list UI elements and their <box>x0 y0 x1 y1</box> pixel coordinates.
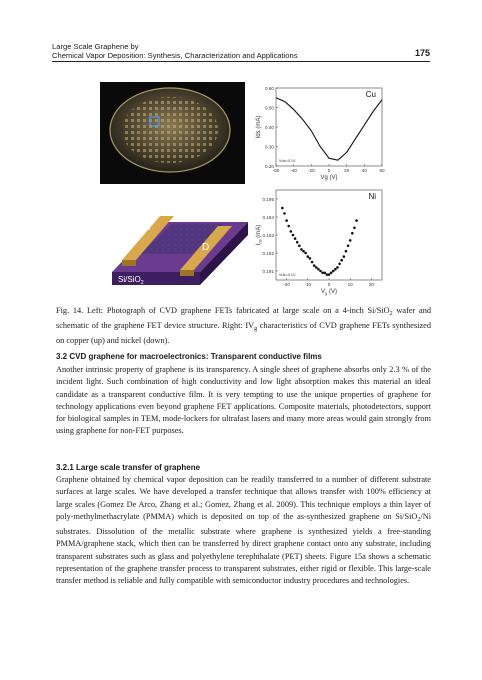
section-3-2-1-body: Graphene obtained by chemical vapor deposition can be readily transferred to a number of different substrate surfaces at large scales. We have developed a transfer technique that allows transfer with 100% efficiency at large scales (Gomez De Arco, Zhang et al.; Gomez, Zhang et al. 2009). This technique employs a thin layer of poly-methylmethacrylate (PMMA) which is deposited on top of the as-synthesized graphene on Si/SiO$_2$/Ni substrates. Dissolution of the metallic substrate where graphene is synthesized yields a free-standing PMMA/graphene stack, which then can be transferred by direct graphene contact onto any substrate, including transparent substrates such as glass and polyethylene terephthalate (PET) sheets. Figure 15a shows a schematic representation of the graphene transfer process to transparent substrates, either rigid or flexible. This large-scale transfer method is reliable and fully compatible with semiconductor industry procedures and technologies. <box>56 475 431 586</box>
y-tick-label: 0.191 <box>262 268 274 274</box>
data-point <box>353 227 356 230</box>
data-point <box>332 270 335 273</box>
x-tick-label: 0 <box>327 282 331 287</box>
cu-chart <box>256 86 385 181</box>
running-header <box>52 42 430 60</box>
x-tick-label: 0 <box>327 168 331 173</box>
header-line-2: Chemical Vapor Deposition: Synthesis, Characterization and Applications <box>52 51 298 60</box>
data-point <box>296 241 299 244</box>
data-point <box>304 252 307 255</box>
data-point <box>340 259 343 262</box>
data-point <box>330 272 333 275</box>
data-point <box>285 219 288 222</box>
x-tick-label: -60 <box>272 168 280 173</box>
y-axis-label: $I_{ds}$ (mA) <box>256 224 263 246</box>
y-tick-label: 0.60 <box>265 85 274 91</box>
data-point <box>290 230 293 233</box>
data-point <box>313 264 316 267</box>
drain-label: D <box>202 242 210 253</box>
data-point <box>345 250 348 253</box>
data-point <box>347 245 350 248</box>
x-tick-label: -40 <box>290 168 297 173</box>
y-tick-label: 0.193 <box>262 232 274 238</box>
data-point <box>302 250 305 253</box>
data-point <box>281 207 284 210</box>
data-point <box>319 270 322 273</box>
data-point <box>343 255 346 258</box>
header-line-1: Large Scale Graphene by <box>52 42 139 51</box>
x-axis-label: Vg (V) <box>320 175 338 181</box>
x-tick-label: 20 <box>344 168 350 173</box>
data-point <box>315 266 318 269</box>
figure-14 <box>100 82 385 298</box>
data-point <box>317 268 320 271</box>
vds-annotation: Vds=0.1V <box>279 273 296 277</box>
data-point <box>292 234 295 237</box>
y-tick-label: 0.50 <box>265 105 274 111</box>
y-tick-label: 0.40 <box>265 124 274 130</box>
data-point <box>349 239 352 242</box>
x-tick-label: -20 <box>308 168 315 173</box>
y-tick-label: 0.192 <box>262 250 274 256</box>
data-point <box>309 257 312 260</box>
wafer-photograph <box>100 82 245 184</box>
series-label: Ni <box>368 192 376 201</box>
y-tick-label: 0.194 <box>262 214 274 220</box>
source-label: S <box>144 222 151 233</box>
data-point <box>311 261 314 264</box>
x-tick-label: 10 <box>347 282 353 287</box>
x-tick-label: 20 <box>368 282 374 287</box>
data-point <box>355 219 358 222</box>
figure-caption: Fig. 14. Left: Photograph of CVD graphene FETs fabricated at large scale on a 4-inch Si/SiO$_2$ wafer and schematic of the graphene FET device structure. Right: $IV_g$ characteristics of CVD graphene FETs synthesized on copper (up) and nickel (down). <box>56 306 431 346</box>
x-tick-label: -20 <box>283 282 290 287</box>
data-point <box>294 237 297 240</box>
data-point <box>338 263 341 266</box>
data-point <box>307 255 310 258</box>
x-axis-label: $V_g$ (V) <box>321 289 337 296</box>
page-number: 175 <box>414 48 430 58</box>
header-rule <box>52 61 430 62</box>
section-heading-3-2-1: 3.2.1 Large scale transfer of graphene <box>56 463 201 472</box>
x-tick-label: 60 <box>379 168 385 173</box>
section-heading-3-2: 3.2 CVD graphene for macroelectronics: Transparent conductive films <box>56 352 322 361</box>
y-tick-label: 0.195 <box>262 196 274 202</box>
fet-schematic <box>112 216 248 286</box>
vds-annotation: Vds=0.1V <box>279 159 296 163</box>
data-point <box>298 245 301 248</box>
x-tick-label: -10 <box>304 282 312 287</box>
series-label: Cu <box>365 90 376 99</box>
y-tick-label: 0.20 <box>265 163 274 169</box>
data-point <box>300 248 303 251</box>
x-tick-label: 40 <box>361 168 367 173</box>
y-tick-label: 0.30 <box>265 144 274 150</box>
data-point <box>323 272 326 275</box>
plot-frame <box>276 88 382 166</box>
data-point <box>351 232 354 235</box>
y-axis-label: Ids (mA) <box>256 115 262 139</box>
data-point <box>328 273 331 276</box>
substrate-label: Si/SiO$_2$ <box>118 275 144 286</box>
data-point <box>334 268 337 271</box>
section-3-2-body: Another intrinsic property of graphene is its transparency. A single sheet of graphene absorbs only 2.3 % of the incident light. Such combination of high conductivity and low light absorption makes this material an ideal candidate as a transparent conductive film. It is very tempting to use the unique properties of graphene for technology applications even beyond graphene FET applications. Composite materials, photodetectors, support for biological samples in TEM, mode-lockers for ultrafast lasers and many more areas would gain strongly from using graphene for non-FET purposes. <box>56 365 431 436</box>
data-point <box>336 266 339 269</box>
data-point <box>287 225 290 228</box>
data-point <box>283 212 286 215</box>
ni-chart <box>256 190 382 296</box>
